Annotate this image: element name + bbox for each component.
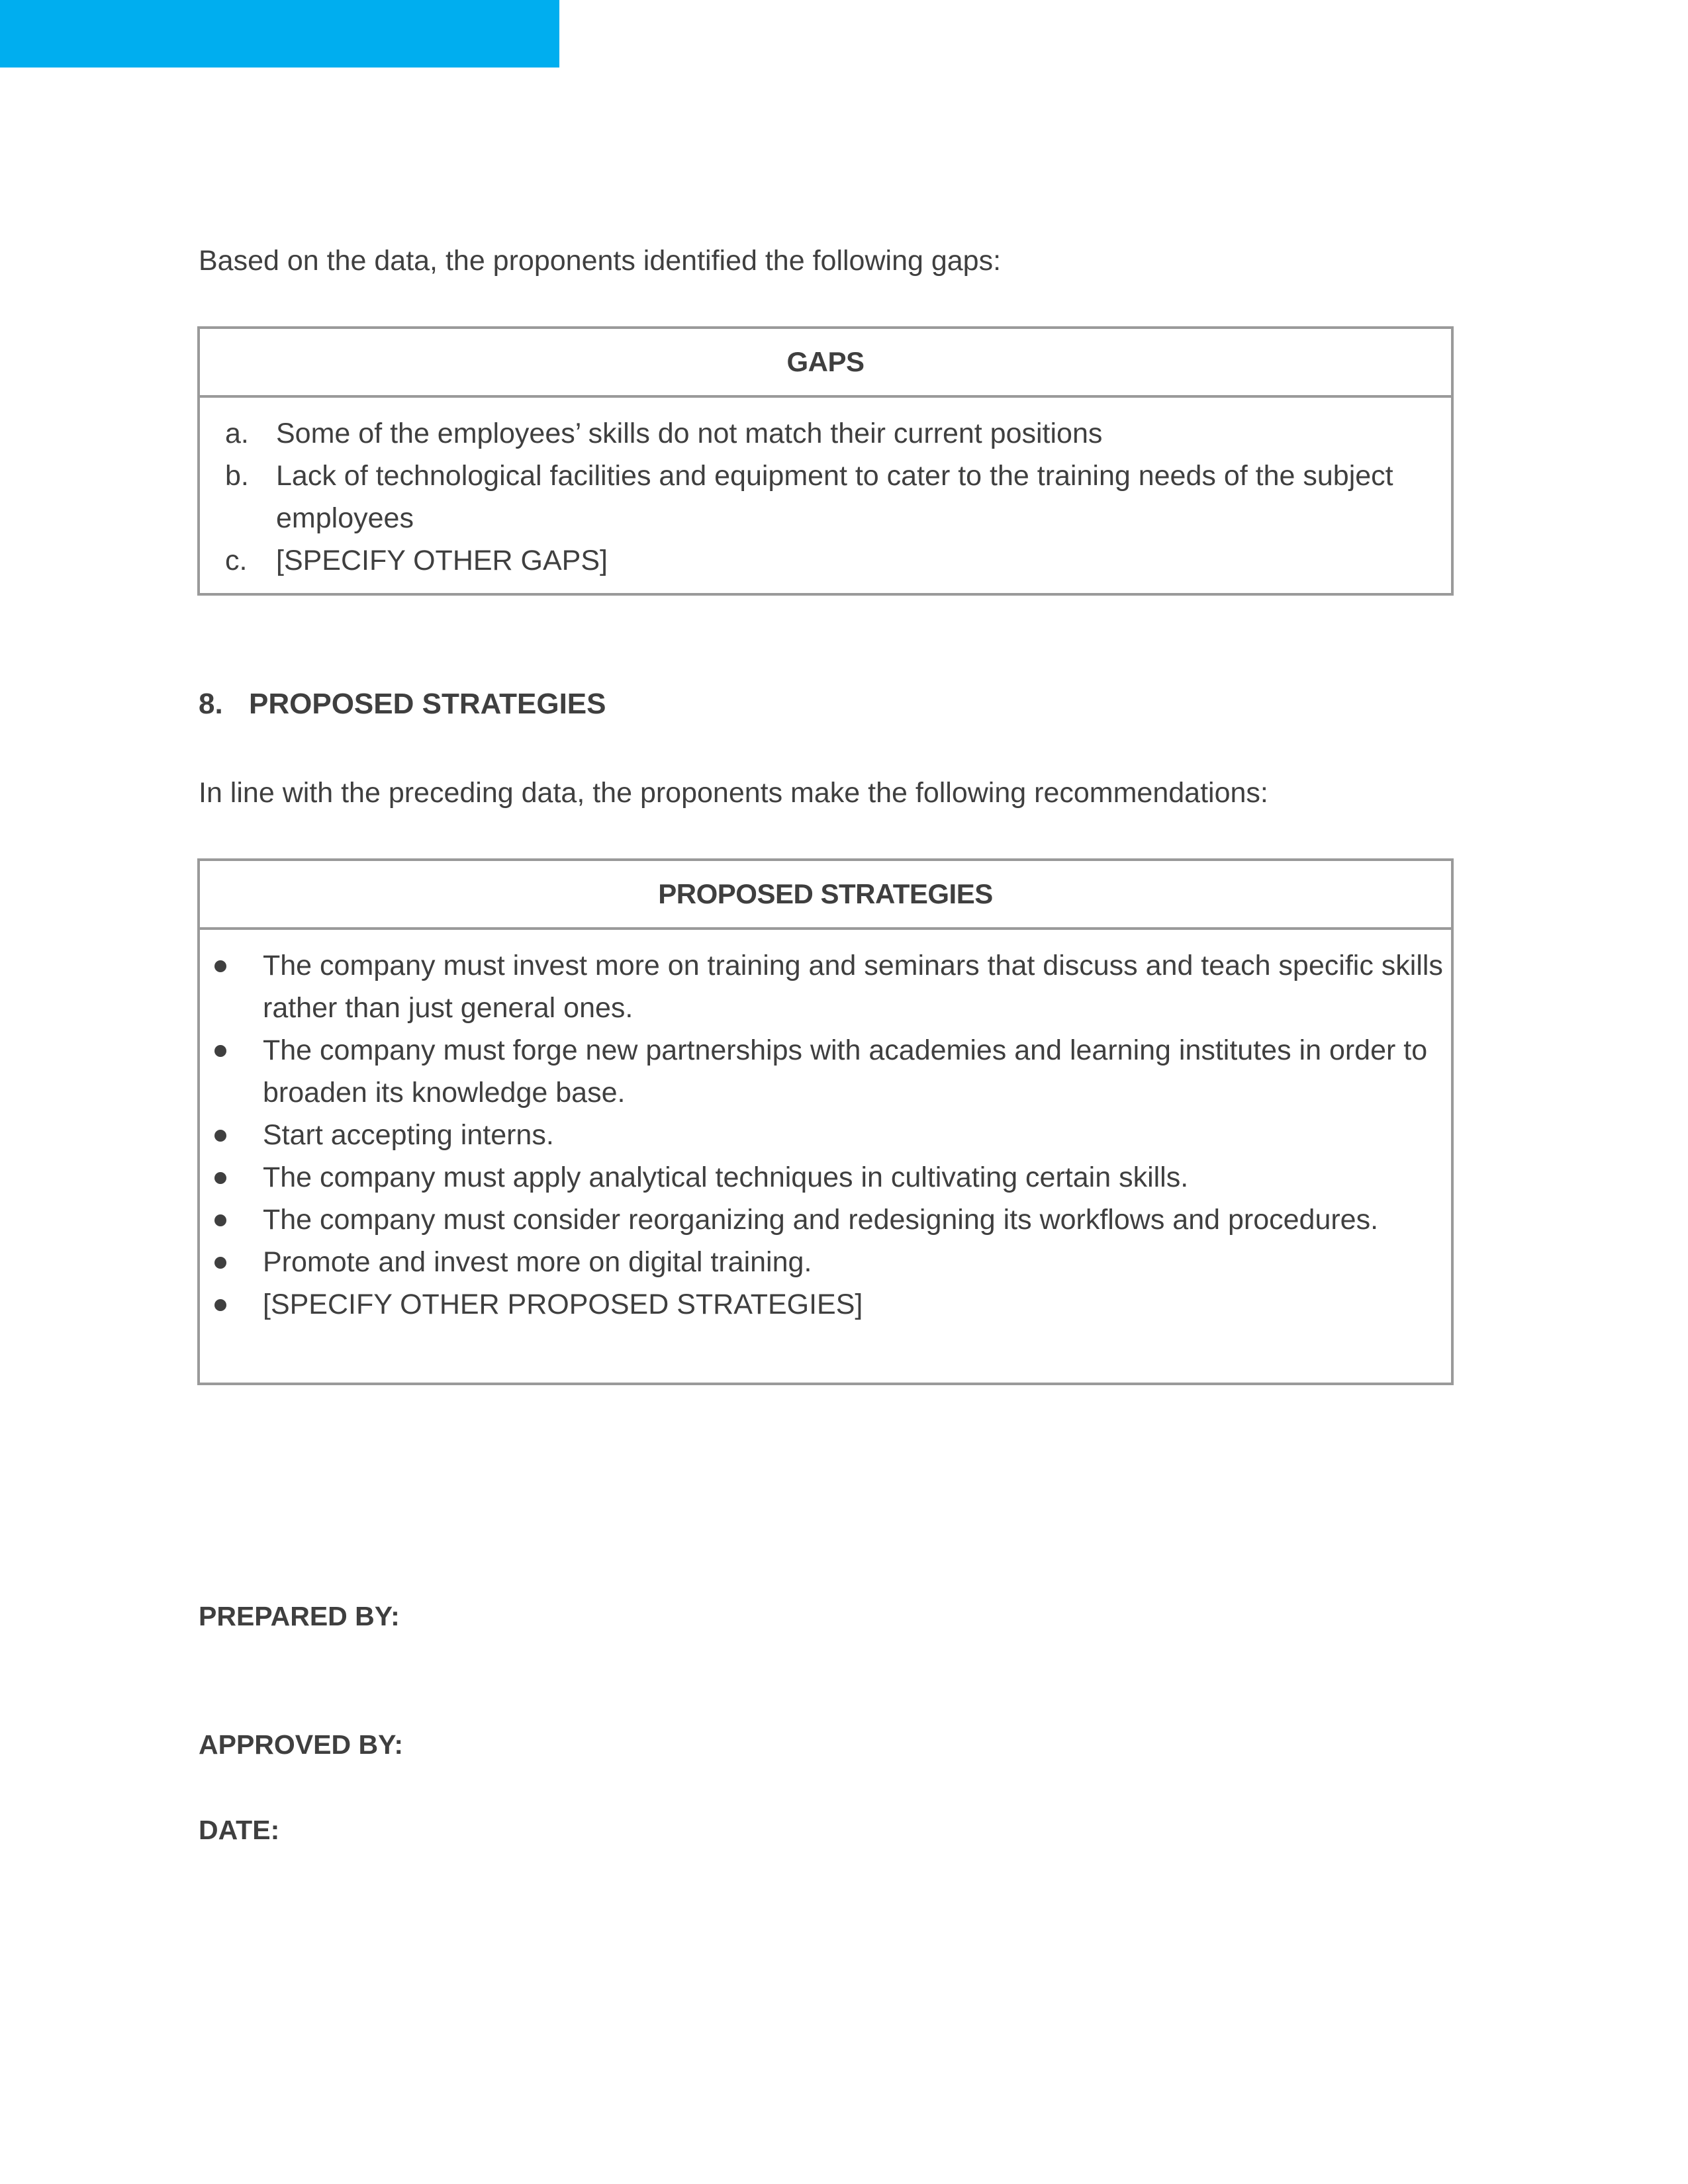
bullet-icon xyxy=(214,1257,226,1269)
strategy-text: The company must apply analytical techniques in cultivating certain skills. xyxy=(263,1161,1189,1193)
gaps-table xyxy=(197,326,1454,596)
approved-by-label: APPROVED BY: xyxy=(199,1729,404,1760)
section-number: 8. xyxy=(199,688,223,720)
bullet-icon xyxy=(214,1214,226,1226)
strategy-text: The company must invest more on training and seminars that discuss and teach specific skills rather than just general ones. xyxy=(263,950,1443,1024)
gap-marker: b. xyxy=(225,460,249,492)
bullet-icon xyxy=(214,1130,226,1142)
strategy-text: Start accepting interns. xyxy=(263,1119,554,1151)
strategy-text: Promote and invest more on digital training. xyxy=(263,1246,812,1278)
strategies-list xyxy=(200,930,1451,1326)
gap-item xyxy=(200,412,1451,455)
prepared-by-label: PREPARED BY: xyxy=(199,1601,400,1631)
bullet-icon xyxy=(214,1172,226,1184)
strategy-item xyxy=(200,1199,1451,1241)
gaps-intro-text: Based on the data, the proponents identified the following gaps: xyxy=(199,245,1002,277)
gaps-table-title: GAPS xyxy=(200,329,1451,398)
gap-marker: a. xyxy=(225,418,249,449)
gap-text: [SPECIFY OTHER GAPS] xyxy=(276,545,608,576)
bullet-icon xyxy=(214,960,226,972)
gap-marker: c. xyxy=(225,545,248,576)
gap-item xyxy=(200,455,1451,539)
section-heading-proposed-strategies xyxy=(199,683,606,725)
bullet-icon xyxy=(214,1045,226,1057)
strategy-item xyxy=(200,1241,1451,1283)
gaps-list xyxy=(200,398,1451,582)
header-accent-bar xyxy=(0,0,559,68)
strategies-table xyxy=(197,858,1454,1385)
strategy-text: The company must forge new partnerships with academies and learning institutes in order to broaden its knowledge base. xyxy=(263,1034,1428,1109)
gap-item xyxy=(200,539,1451,582)
date-label: DATE: xyxy=(199,1815,280,1845)
strategies-table-title: PROPOSED STRATEGIES xyxy=(200,861,1451,930)
bullet-icon xyxy=(214,1299,226,1311)
gap-text: Lack of technological facilities and equipment to cater to the training needs of the subject employees xyxy=(276,460,1393,534)
gap-text: Some of the employees’ skills do not match their current positions xyxy=(276,418,1103,449)
strategy-item xyxy=(200,944,1451,1029)
strategy-text: [SPECIFY OTHER PROPOSED STRATEGIES] xyxy=(263,1289,863,1320)
strategy-item xyxy=(200,1283,1451,1326)
strategy-item xyxy=(200,1029,1451,1114)
strategies-intro-text: In line with the preceding data, the proponents make the following recommendations: xyxy=(199,777,1268,809)
strategy-text: The company must consider reorganizing and redesigning its workflows and procedures. xyxy=(263,1204,1379,1236)
strategy-item xyxy=(200,1114,1451,1156)
strategy-item xyxy=(200,1156,1451,1199)
section-title: PROPOSED STRATEGIES xyxy=(249,688,606,720)
